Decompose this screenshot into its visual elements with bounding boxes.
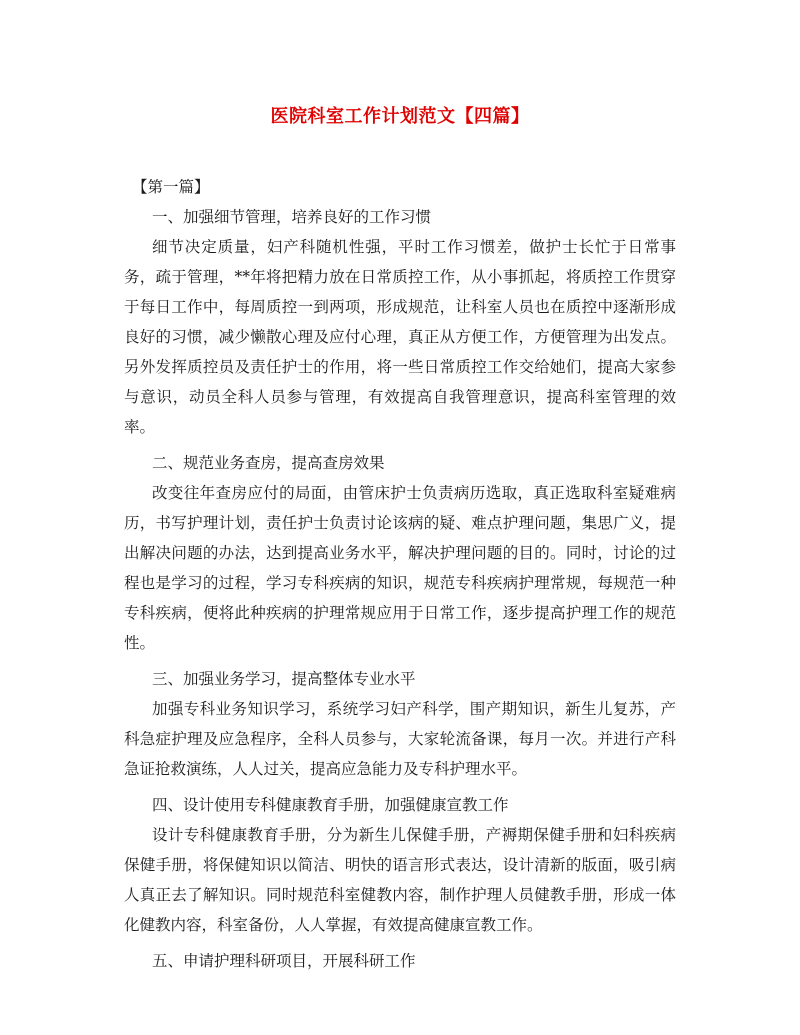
section-1 (124, 202, 676, 442)
document-body (124, 172, 676, 982)
part-label: 【第一篇】 (132, 178, 210, 196)
section-heading: 三、加强业务学习，提高整体专业水平 (152, 670, 416, 688)
section-paragraph: 细节决定质量，妇产科随机性强，平时工作习惯差，做护士长忙于日常事务，疏于管理，**年将把精力放在日常质控工作，从小事抓起，将质控工作贯穿于每日工作中，每周质控一到两项，形成规范，让科室人员也在质控中逐渐形成良好的习惯，减少懒散心理及应付心理，真正从方便工作，方便管理为出发点。另外发挥质控员及责任护士的作用，将一些日常质控工作交给她们，提高大家参与意识，动员全科人员参与管理，有效提高自我管理意识，提高科室管理的效率。 (124, 238, 676, 436)
section-3 (124, 664, 676, 784)
section-4 (124, 790, 676, 940)
section-heading: 五、申请护理科研项目，开展科研工作 (152, 952, 416, 970)
section-heading: 四、设计使用专科健康教育手册，加强健康宣教工作 (152, 796, 509, 814)
section-heading: 二、规范业务查房，提高查房效果 (152, 454, 385, 472)
section-paragraph: 加强专科业务知识学习，系统学习妇产科学，围产期知识，新生儿复苏，产科急症护理及应急程序，全科人员参与，大家轮流备课，每月一次。并进行产科急证抢救演练，人人过关，提高应急能力及专科护理水平。 (124, 700, 676, 778)
section-5 (124, 946, 676, 976)
section-heading: 一、加强细节管理，培养良好的工作习惯 (152, 208, 432, 226)
section-2 (124, 448, 676, 658)
section-paragraph: 改变往年查房应付的局面，由管床护士负责病历选取，真正选取科室疑难病历，书写护理计划，责任护士负责讨论该病的疑、难点护理问题，集思广义，提出解决问题的办法，达到提高业务水平，解决护理问题的目的。同时，讨论的过程也是学习的过程，学习专科疾病的知识，规范专科疾病护理常规，每规范一种专科疾病，便将此种疾病的护理常规应用于日常工作，逐步提高护理工作的规范性。 (124, 484, 676, 652)
document-title: 医院科室工作计划范文【四篇】 (270, 106, 530, 127)
section-paragraph: 设计专科健康教育手册，分为新生儿保健手册，产褥期保健手册和妇科疾病保健手册，将保健知识以简洁、明快的语言形式表达，设计清新的版面，吸引病人真正去了解知识。同时规范科室健教内容，制作护理人员健教手册，形成一体化健教内容，科室备份，人人掌握，有效提高健康宣教工作。 (124, 826, 676, 934)
